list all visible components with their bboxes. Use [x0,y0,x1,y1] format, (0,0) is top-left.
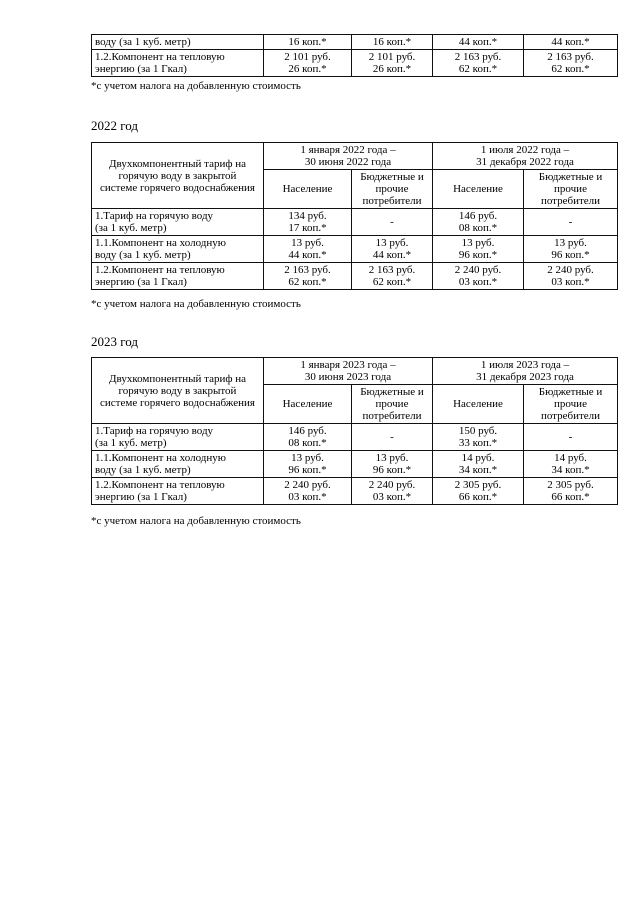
cell-line: воду (за 1 куб. метр) [95,249,191,261]
cell-line: 1.1.Компонент на холодную [95,237,226,249]
cell-line: 2 240 руб. [454,264,502,276]
cell-line: 08 коп.* [458,222,498,234]
cell-line: Бюджетные и [360,171,424,183]
cell-line: 62 коп.* [288,276,327,288]
cell-line: 33 коп.* [458,437,498,449]
cell-line: 1.2.Компонент на тепловую [95,479,225,491]
value-cell [352,424,433,451]
cell-line: 150 руб. [458,425,498,437]
footnote-2023: *с учетом налога на добавленную стоимость [91,515,301,527]
cell-line: энергию (за 1 Гкал) [95,491,187,503]
header-population: Население [433,170,524,209]
cell-line: Двухкомпонентный тариф на [109,372,246,385]
cell-line: 14 руб. [554,452,587,464]
table-row [92,451,618,478]
cell-line: 34 коп.* [458,464,498,476]
value-cell [433,478,524,505]
header-population: Население [264,170,352,209]
cell-line: горячую воду в закрытой [118,384,237,397]
cell-line: воду (за 1 куб. метр) [95,464,191,476]
cell-line: - [568,431,573,443]
table-2023-body [92,358,618,505]
cell-line: 1.Тариф на горячую воду [95,210,214,222]
value-cell [264,35,352,50]
cell-line: 96 коп.* [372,464,412,476]
cell-line: 13 руб. [375,237,409,249]
cell-line: 26 коп.* [372,63,412,75]
cell-line: 03 коп.* [372,491,412,503]
cell-line: 66 коп.* [551,491,590,503]
value-cell [352,451,433,478]
header-row-periods [92,143,618,170]
cell-line: 16 коп.* [288,36,327,48]
cell-line: прочие [554,398,587,410]
cell-line: 1 июля 2022 года – [480,144,570,156]
value-cell [524,50,618,77]
cell-line: - [390,216,394,228]
cell-line: 34 коп.* [551,464,590,476]
cell-line: 1.1.Компонент на холодную [95,452,226,464]
cell-line: 30 июня 2023 года [304,371,392,383]
cell-line: Бюджетные и [360,386,424,398]
table-row [92,236,618,263]
table-row [92,478,618,505]
cell-line: 30 июня 2022 года [304,156,392,168]
cell-line: 96 коп.* [551,249,590,261]
cell-line: 2 305 руб. [547,479,594,491]
value-cell [264,50,352,77]
value-cell [433,35,524,50]
row-label [92,263,264,290]
cell-line: - [390,431,394,443]
table-row [92,424,618,451]
value-cell [433,424,524,451]
cell-line: 2 163 руб. [284,264,331,276]
cell-line: 44 коп.* [551,36,590,48]
footnote-fragment: *с учетом налога на добавленную стоимость [91,80,301,92]
value-cell [433,263,524,290]
cell-line: 03 коп.* [551,276,590,288]
value-cell [433,451,524,478]
value-cell [264,236,352,263]
cell-line: 13 руб. [375,452,409,464]
value-cell [264,451,352,478]
header-period-2 [433,143,618,170]
cell-line: 31 декабря 2023 года [476,371,574,383]
cell-line: потребители [540,410,601,422]
cell-line: горячую воду в закрытой [118,169,237,182]
cell-line: 2 163 руб. [547,51,594,63]
value-cell [524,35,618,50]
value-cell [352,35,433,50]
cell-line: 2 163 руб. [368,264,416,276]
cell-line: 03 коп.* [288,491,327,503]
header-budget-consumers [524,385,618,424]
cell-line: 14 руб. [461,452,495,464]
value-cell [524,424,618,451]
cell-line: (за 1 куб. метр) [95,437,167,449]
cell-line: 2 163 руб. [454,51,502,63]
row-label [92,424,264,451]
value-cell [352,236,433,263]
cell-line: потребители [362,195,422,207]
cell-line: потребители [362,410,422,422]
cell-line: прочие [375,398,409,410]
table-row [92,50,618,77]
cell-line: 26 коп.* [288,63,327,75]
header-tariff-label [92,143,264,209]
header-budget-consumers [524,170,618,209]
table-2022-body [92,143,618,290]
row-label [92,35,264,50]
table-row [92,263,618,290]
tariff-table-2022 [91,142,618,290]
value-cell [433,50,524,77]
header-population: Население [433,385,524,424]
cell-line: Бюджетные и [538,171,603,183]
header-period-2 [433,358,618,385]
cell-line: 16 коп.* [372,36,412,48]
cell-line: 62 коп.* [551,63,590,75]
cell-line: 146 руб. [288,425,327,437]
header-budget-consumers [352,170,433,209]
cell-line: 134 руб. [288,210,327,222]
value-cell [524,451,618,478]
header-row-periods [92,358,618,385]
value-cell [352,209,433,236]
cell-line: 2 240 руб. [368,479,416,491]
header-period-1 [264,358,433,385]
cell-line: 13 руб. [461,237,495,249]
row-label [92,209,264,236]
cell-line: 13 руб. [291,237,324,249]
header-population: Население [264,385,352,424]
cell-line: Бюджетные и [538,386,603,398]
value-cell [352,478,433,505]
cell-line: 1 января 2022 года – [300,144,396,156]
cell-line: системе горячего водоснабжения [100,396,255,409]
value-cell [524,478,618,505]
cell-line: энергию (за 1 Гкал) [95,276,187,288]
value-cell [433,209,524,236]
value-cell [264,424,352,451]
value-cell [524,209,618,236]
cell-line: 13 руб. [291,452,324,464]
cell-line: Двухкомпонентный тариф на [109,157,246,170]
cell-line: 2 240 руб. [547,264,594,276]
cell-line: прочие [554,183,587,195]
row-label [92,236,264,263]
cell-line: прочие [375,183,409,195]
cell-line: 96 коп.* [458,249,498,261]
header-budget-consumers [352,385,433,424]
cell-line: 2 101 руб. [368,51,416,63]
header-tariff-label [92,358,264,424]
year-heading-2023: 2023 год [91,334,138,349]
footnote-2022: *с учетом налога на добавленную стоимость [91,298,301,310]
cell-line: 31 декабря 2022 года [476,156,574,168]
value-cell [264,263,352,290]
row-label [92,478,264,505]
cell-line: 44 коп.* [458,36,498,48]
cell-line: системе горячего водоснабжения [100,181,255,194]
cell-line: потребители [540,195,601,207]
cell-line: - [568,216,573,228]
row-label [92,50,264,77]
cell-line: энергию (за 1 Гкал) [95,63,187,75]
cell-line: 96 коп.* [288,464,327,476]
row-label [92,451,264,478]
cell-line: 2 305 руб. [454,479,502,491]
cell-line: (за 1 куб. метр) [95,222,167,234]
cell-line: 62 коп.* [372,276,412,288]
value-cell [352,50,433,77]
year-heading-2022: 2022 год [91,118,138,133]
cell-line: 2 101 руб. [284,51,331,63]
cell-line: воду (за 1 куб. метр) [95,36,191,48]
table-row [92,209,618,236]
cell-line: 17 коп.* [288,222,327,234]
cell-line: 66 коп.* [458,491,498,503]
value-cell [433,236,524,263]
value-cell [352,263,433,290]
value-cell [524,263,618,290]
value-cell [264,209,352,236]
cell-line: 03 коп.* [458,276,498,288]
cell-line: 44 коп.* [372,249,412,261]
tariff-table-fragment [91,34,618,77]
cell-line: 146 руб. [458,210,498,222]
header-period-1 [264,143,433,170]
cell-line: 08 коп.* [288,437,327,449]
cell-line: 1.Тариф на горячую воду [95,425,214,437]
fragment-body [92,35,618,77]
cell-line: 62 коп.* [458,63,498,75]
cell-line: 1 июля 2023 года – [480,359,570,371]
cell-line: 1 января 2023 года – [300,359,396,371]
cell-line: 1.2.Компонент на тепловую [95,51,225,63]
value-cell [524,236,618,263]
cell-line: 2 240 руб. [284,479,331,491]
tariff-table-2023 [91,357,618,505]
value-cell [264,478,352,505]
cell-line: 44 коп.* [288,249,327,261]
table-row [92,35,618,50]
cell-line: 13 руб. [554,237,587,249]
cell-line: 1.2.Компонент на тепловую [95,264,225,276]
